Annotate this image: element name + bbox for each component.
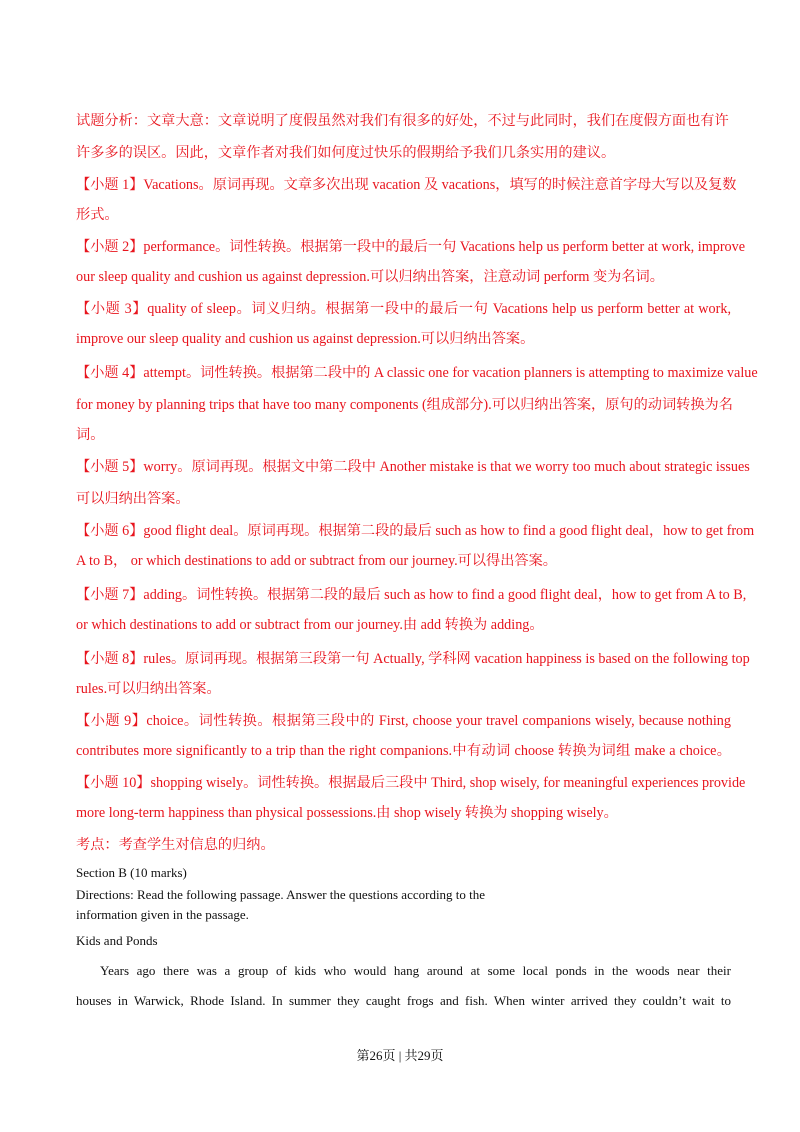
answer-5-line-2: 可以归纳出答案。: [76, 491, 190, 507]
answer-7-line-1: 【小题 7】adding。词性转换。根据第二段的最后 such as how to find a good flight deal，how to get from A to B,: [76, 587, 747, 603]
answer-4-line-1: 【小题 4】attempt。词性转换。根据第二段中的 A classic one for vacation planners is attempting to maximize value: [76, 365, 758, 381]
analysis-line-2: 许多多的误区。因此，文章作者对我们如何度过快乐的假期给予我们几条实用的建议。: [76, 145, 616, 161]
page-footer: 第26页 | 共29页: [356, 1048, 444, 1063]
answer-9-line-1: 【小题 9】choice。词性转换。根据第三段中的 First, choose your travel companions wisely, because nothing: [76, 713, 731, 729]
answer-6-line-1: 【小题 6】good flight deal。原词再现。根据第二段的最后 such as how to find a good flight deal，how to get from: [76, 523, 755, 539]
answer-1-line-1: 【小题 1】Vacations。原词再现。文章多次出现 vacation 及 vacations，填写的时候注意首字母大写以及复数: [76, 177, 737, 193]
answer-2-line-2: our sleep quality and cushion us against depression.可以归纳出答案，注意动词 perform 变为名词。: [76, 269, 664, 285]
kaodian-line: 考点：考查学生对信息的归纳。: [76, 837, 275, 853]
answer-4-line-2: for money by planning trips that have too many components (组成部分).可以归纳出答案，原句的动词转换为名: [76, 397, 733, 413]
passage-title: Kids and Ponds: [76, 933, 158, 948]
answer-3-line-2: improve our sleep quality and cushion us against depression.可以归纳出答案。: [76, 331, 535, 347]
answer-10-line-1: 【小题 10】shopping wisely。词性转换。根据最后三段中 Third, shop wisely, for meaningful experiences provide: [76, 775, 746, 791]
analysis-line-1: 试题分析：文章大意：文章说明了度假虽然对我们有很多的好处，不过与此同时，我们在度假方面也有许: [76, 113, 729, 129]
answer-8-line-2: rules.可以归纳出答案。: [76, 681, 221, 697]
section-title: Section B (10 marks): [76, 865, 187, 880]
answer-7-line-2: or which destinations to add or subtract from our journey.由 add 转换为 adding。: [76, 617, 544, 633]
answer-8-line-1: 【小题 8】rules。原词再现。根据第三段第一句 Actually, 学科网 vacation happiness is based on the following top: [76, 651, 750, 667]
answer-3-line-1: 【小题 3】quality of sleep。词义归纳。根据第一段中的最后一句 Vacations help us perform better at work,: [76, 301, 731, 317]
answer-1-line-2: 形式。: [76, 207, 119, 223]
directions-line-2: information given in the passage.: [76, 907, 249, 922]
passage-p1-line-1: Years ago there was a group of kids who would hang around at some local ponds in the woods near their: [100, 963, 731, 978]
answer-9-line-2: contributes more significantly to a trip than the right companions.中有动词 choose 转换为词组 make a choice。: [76, 743, 731, 759]
answer-5-line-1: 【小题 5】worry。原词再现。根据文中第二段中 Another mistake is that we worry too much about strategic issues: [76, 459, 750, 475]
answer-10-line-2: more long-term happiness than physical possessions.由 shop wisely 转换为 shopping wisely。: [76, 805, 618, 821]
passage-p1-line-2: houses in Warwick, Rhode Island. In summer they caught frogs and fish. When winter arrived they couldn’t wait to: [76, 993, 731, 1008]
answer-6-line-2: A to B， or which destinations to add or subtract from our journey.可以得出答案。: [76, 553, 557, 569]
answer-4-line-3: 词。: [76, 427, 105, 443]
directions-line-1: Directions: Read the following passage. Answer the questions according to the: [76, 887, 486, 902]
answer-2-line-1: 【小题 2】performance。词性转换。根据第一段中的最后一句 Vacations help us perform better at work, improve: [76, 239, 746, 255]
